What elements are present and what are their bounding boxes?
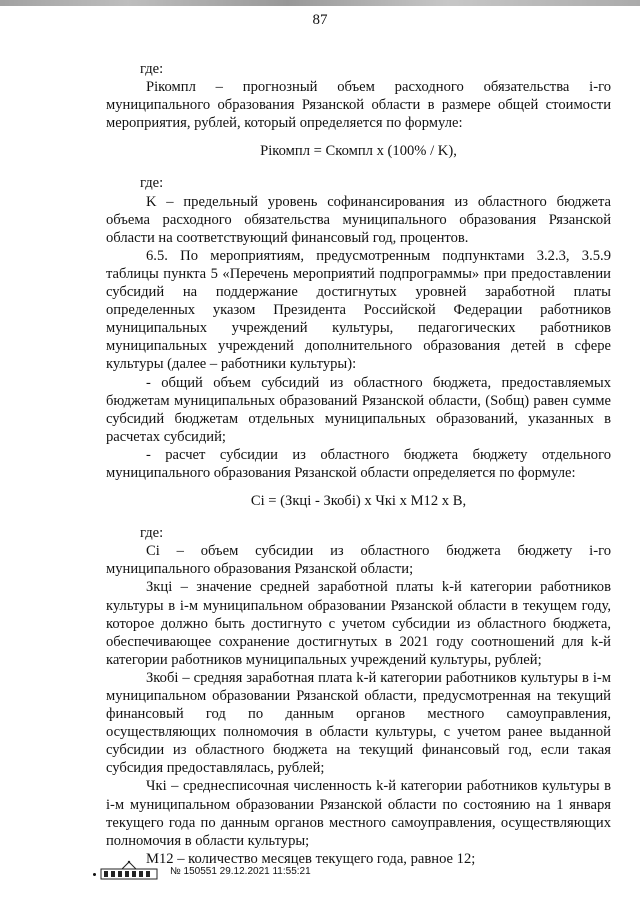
paragraph-ci-definition: Ci – объем субсидии из областного бюджета бюджету i-го муниципального образования Рязанской области; — [106, 543, 611, 578]
document-timestamp: 29.12.2021 11:55:21 — [219, 866, 311, 877]
paragraph-pikompl-definition: Pікомпл – прогнозный объем расходного обязательства i-го муниципального образования Рязанской области в размере общей стоимости мероприятия, рублей, который определяется по формуле: — [106, 79, 611, 132]
paragraph-where-2: где: — [140, 175, 164, 192]
paragraph-where-3: где: — [140, 525, 164, 542]
paragraph-zkobi-definition: Зкобі – средняя заработная плата k-й категории работников культуры в i-м муниципальном образовании Рязанской области, предусмотренная на текущий финансовый год по данным органов местного самоуправления, осуществляющих полномочия в области культуры, с учетом ранее выданной субсидии из областного бюджета на текущий финансовый год, если такая субсидия предоставлялась, рублей; — [106, 669, 611, 777]
formula-pikompl: Pікомпл = Скомпл x (100% / K), — [260, 143, 457, 160]
footer-stamp — [98, 860, 498, 882]
document-body — [106, 60, 611, 868]
formula-ci: Ci = (Зкці - Зкобі) x Чкі x M12 x B, — [250, 493, 467, 510]
paragraph-zkci-definition: Зкці – значение средней заработной платы k-й категории работников культуры в i-м муниципальном образовании Рязанской области в текущем году, которое должно быть достигнуто с учетом субсидии из областного бюджета, обеспечивающее сохранение достигнутых в 2021 году соотношений для k-й категории работников муниципальных учреждений культуры, рублей; — [106, 579, 611, 668]
paragraph-subsidy-calc: - расчет субсидии из областного бюджета бюджету отдельного муниципального образования Рязанской области определяется по формуле: — [106, 446, 611, 481]
document-number: № 150551 — [170, 866, 217, 877]
paragraph-where-1: где: — [140, 61, 164, 77]
paragraph-total-subsidy: - общий объем субсидий из областного бюджета, предоставляемых бюджетам муниципальных образований Рязанской области, (Sобщ) равен сумме субсидий бюджетам отдельных муниципальных образований, указанных в расчетах субсидий; — [106, 374, 611, 445]
paragraph-m12-definition: M12 – количество месяцев текущего года, равное 12; — [146, 850, 476, 867]
document-id — [170, 866, 311, 877]
paragraph-k-definition: K – предельный уровень софинансирования из областного бюджета объема расходного обязательства муниципального образования Рязанской области на соответствующий финансовый год, процентов. — [106, 193, 611, 246]
page-number: 87 — [312, 12, 328, 28]
scan-edge — [0, 0, 640, 6]
paragraph-chki-definition: Чкі – среднесписочная численность k-й категории работников культуры в i-м муниципальном образовании Рязанской области по состоянию на 1 января текущего года по данным органов местного самоуправления, осуществляющих полномочия в области культуры; — [106, 778, 611, 849]
paragraph-6-5: 6.5. По мероприятиям, предусмотренным подпунктами 3.2.3, 3.5.9 таблицы пункта 5 «Перечень мероприятий подпрограммы» при предоставлении субсидий на поддержание достигнутых уровней заработной платы определенных указом Президента Российской Федерации работников муниципальных учреждений культуры, педагогических работников муниципальных учреждений дополнительного образования детей в сфере культуры (далее – работники культуры): — [106, 247, 611, 373]
scan-mark — [93, 873, 96, 876]
registry-logo-icon — [100, 860, 158, 880]
